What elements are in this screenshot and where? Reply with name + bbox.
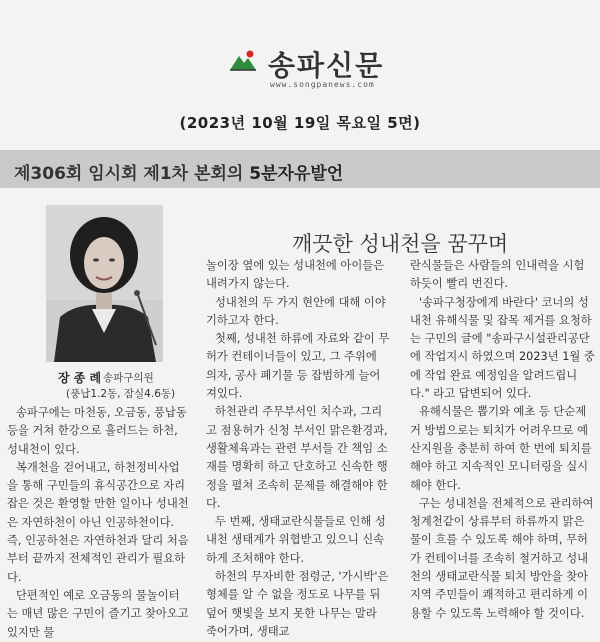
author-role: 송파구의원 <box>103 372 154 384</box>
paragraph: 복개천을 걷어내고, 하천정비사업을 통해 구민들의 휴식공간으로 자리 잡은 것은 환영할 만한 일이나 성내천은 자연하천이 아닌 인공하천이다. 즉, 인공하천은 자연하천과 달리 처음부터 끝까지 전체적인 관리가 필요하다. <box>7 460 189 584</box>
dateline: (2023년 10월 19일 목요일 5면) <box>179 114 421 132</box>
banner-heading <box>14 159 343 184</box>
paragraph: 단편적인 예로 오금동의 물놀이터는 매년 많은 구민이 즐기고 찾아오고 있지만 물 <box>7 588 189 639</box>
author-district: (풍납1.2동, 잠실4.6동) <box>66 388 176 400</box>
article-column-1 <box>7 404 189 642</box>
masthead-title: 송파신문 <box>268 49 385 82</box>
masthead-logo <box>228 44 385 94</box>
paragraph: 두 번째, 생태교란식물들로 인해 성내천 생태계가 위협받고 있으니 신속하게 조처해야 한다. <box>206 515 386 565</box>
paragraph: 성내천의 두 가지 현안에 대해 이야기하고자 한다. <box>206 295 386 327</box>
paragraph: 첫째, 성내천 하류에 자료와 같이 무허가 컨테이너들이 있고, 그 주위에 의자, 공사 폐기물 등 잡범하게 늘어져있다. <box>206 332 390 401</box>
paragraph: '송파구청장에게 바란다' 코너의 성내천 유해식물 및 잡목 제거를 요청하는 구민의 글에 "송파구시설관리공단에 작업지시 하였으며 2023년 1월 중에 작업 완료 예정임을 알려드립니다." 라고 답변되어 있다. <box>410 295 595 401</box>
author-photo <box>46 205 163 362</box>
paragraph: 하천관리 주무부서인 치수과, 그리고 점용허가 신청 부서인 맑은환경과, 생활체육과는 관련 부서들 간 책임 소재를 명확히 하고 단호하고 신속한 행정을 펼쳐 조속히 문제를 해결해야 한다. <box>206 405 388 510</box>
paragraph: 하천의 무자비한 점령군, '가시박'은 형체를 알 수 없을 정도로 나무를 뒤덮어 햇빛을 보지 못한 나무는 말라 죽어가며, 생태교 <box>206 570 389 638</box>
paragraph: 송파구에는 마천동, 오금동, 풍납동 등을 거쳐 한강으로 흘러드는 하천, 성내천이 있다. <box>7 406 187 456</box>
article-column-2 <box>206 257 391 641</box>
paragraph: 유해식물은 뽑기와 예초 등 단순제거 방법으로는 퇴치가 어려우므로 예산지원을 충분히 하여 한 번에 퇴치를 해야 하고 지속적인 모니터링을 실시해야 한다. <box>410 405 592 492</box>
masthead-url: www.songpanews.com <box>270 80 375 89</box>
paragraph: 놀이장 옆에 있는 성내천에 아이들은 내려가지 않는다. <box>206 259 385 291</box>
paragraph: 란식물들은 사람들의 인내력을 시험하듯이 빨리 번진다. <box>410 259 585 291</box>
paragraph: 구는 성내천을 전체적으로 관리하여 청계천같이 상류부터 하류까지 맑은 물이 흐를 수 있도록 해야 하며, 무허가 컨테이너를 조속히 철거하고 성내천의 생태교란식물 퇴치 방안을 찾아 지역 주민들이 쾌적하고 편리하게 이용할 수 있도록 노력해야 할 것이다. <box>410 496 594 620</box>
logo-mountain-icon <box>228 46 258 76</box>
banner-prefix: 제306회 임시회 제1차 본회의 <box>14 164 250 184</box>
banner-highlight: 5분자유발언 <box>249 164 344 184</box>
portrait-image <box>46 205 163 362</box>
section-banner <box>0 150 600 188</box>
author-name: 장 종 례 <box>58 371 102 385</box>
article-column-3 <box>410 257 595 623</box>
article-headline: 깨끗한 성내천을 꿈꾸며 <box>292 232 509 256</box>
